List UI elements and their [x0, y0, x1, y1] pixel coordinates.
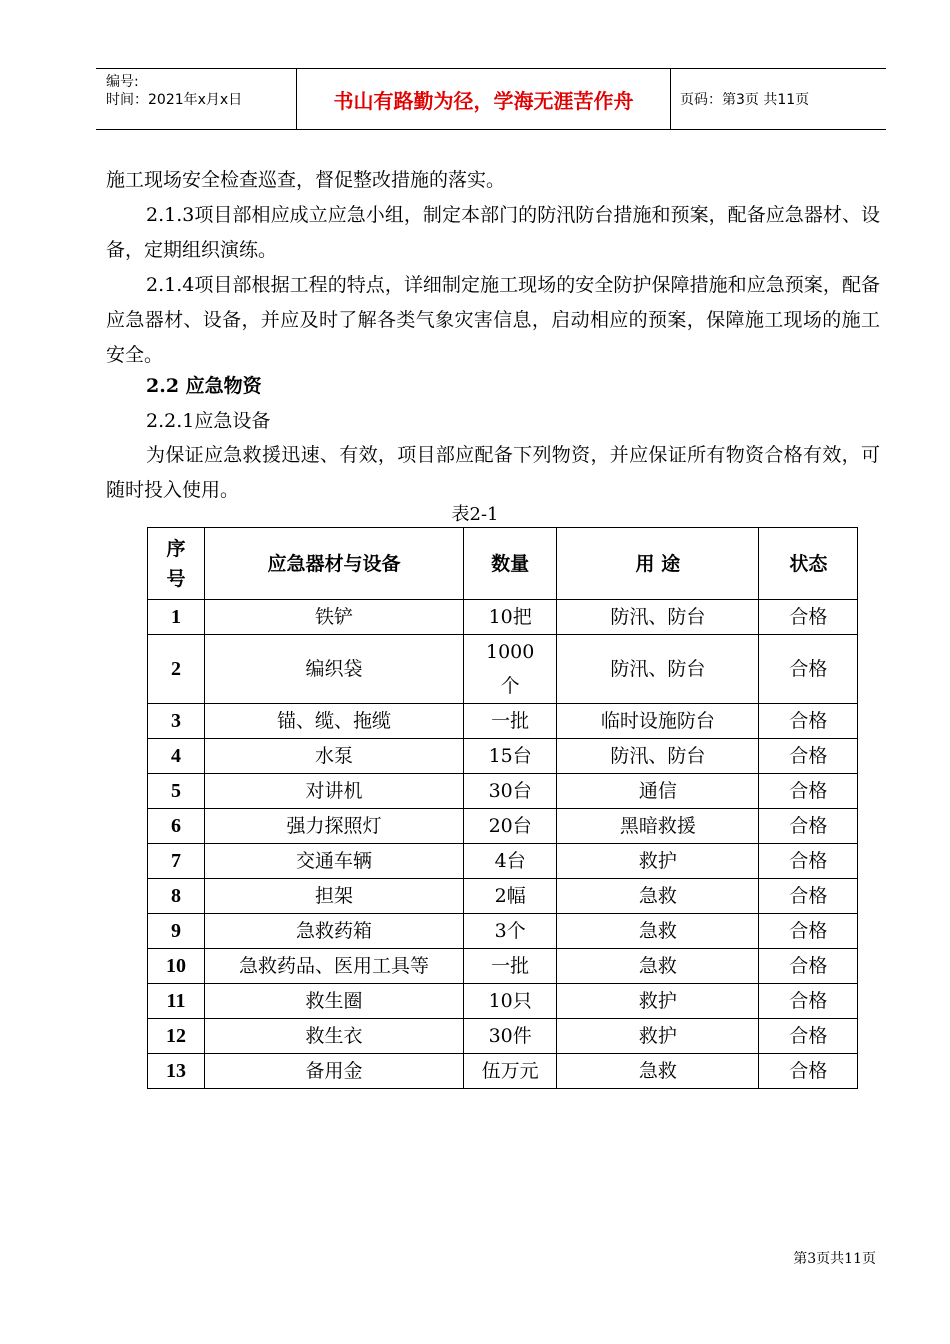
paragraph-1: 施工现场安全检查巡查，督促整改措施的落实。 — [106, 169, 506, 191]
item-use: 临时设施防台 — [557, 704, 759, 739]
page-header — [96, 68, 886, 130]
row-number: 1 — [148, 600, 205, 635]
paragraph-2-1-4: 2.1.4项目部根据工程的特点，详细制定施工现场的安全防护保障措施和应急预案，配备应急器材、设备，并应及时了解各类气象灾害信息，启动相应的预案，保障施工现场的施工安全。 — [106, 274, 880, 366]
item-name: 救生衣 — [205, 1019, 464, 1054]
table-header-row — [148, 528, 858, 600]
item-use: 通信 — [557, 774, 759, 809]
table-row — [148, 844, 858, 879]
row-number: 3 — [148, 704, 205, 739]
row-number: 6 — [148, 809, 205, 844]
row-number: 5 — [148, 774, 205, 809]
item-name: 救生圈 — [205, 984, 464, 1019]
item-quantity: 一批 — [464, 949, 557, 984]
item-use: 防汛、防台 — [557, 635, 759, 704]
item-status: 合格 — [759, 1019, 858, 1054]
item-name: 强力探照灯 — [205, 809, 464, 844]
item-use: 急救 — [557, 949, 759, 984]
item-quantity: 20台 — [464, 809, 557, 844]
item-use: 救护 — [557, 1019, 759, 1054]
row-number: 4 — [148, 739, 205, 774]
item-quantity: 2幅 — [464, 879, 557, 914]
item-use: 急救 — [557, 914, 759, 949]
item-status: 合格 — [759, 949, 858, 984]
item-name: 锚、缆、拖缆 — [205, 704, 464, 739]
table-row — [148, 879, 858, 914]
table-row — [148, 704, 858, 739]
item-quantity: 一批 — [464, 704, 557, 739]
item-name: 水泵 — [205, 739, 464, 774]
item-use: 急救 — [557, 1054, 759, 1089]
item-use: 救护 — [557, 984, 759, 1019]
row-number: 12 — [148, 1019, 205, 1054]
row-number: 2 — [148, 635, 205, 704]
item-status: 合格 — [759, 914, 858, 949]
item-status: 合格 — [759, 879, 858, 914]
table-row — [148, 809, 858, 844]
item-quantity: 伍万元 — [464, 1054, 557, 1089]
item-name: 担架 — [205, 879, 464, 914]
item-quantity: 10只 — [464, 984, 557, 1019]
row-number: 13 — [148, 1054, 205, 1089]
table-row — [148, 739, 858, 774]
paragraph-supplies: 为保证应急救援迅速、有效，项目部应配备下列物资，并应保证所有物资合格有效，可随时投入使用。 — [106, 444, 880, 501]
item-status: 合格 — [759, 844, 858, 879]
table-row — [148, 984, 858, 1019]
table-row — [148, 600, 858, 635]
subsection-heading-2-2-1: 2.2.1应急设备 — [146, 410, 271, 432]
row-number: 10 — [148, 949, 205, 984]
header-meta — [96, 69, 296, 129]
row-number: 9 — [148, 914, 205, 949]
item-quantity: 30台 — [464, 774, 557, 809]
row-number: 11 — [148, 984, 205, 1019]
header-motto: 书山有路勤为径，学海无涯苦作舟 — [296, 69, 671, 129]
supplies-table — [147, 527, 858, 1089]
item-quantity: 1000个 — [464, 635, 557, 704]
item-use: 防汛、防台 — [557, 600, 759, 635]
table-row — [148, 1019, 858, 1054]
header-cell: 状态 — [759, 528, 858, 600]
header-cell: 应急器材与设备 — [205, 528, 464, 600]
item-use: 防汛、防台 — [557, 739, 759, 774]
table-row — [148, 635, 858, 704]
item-status: 合格 — [759, 809, 858, 844]
table-row — [148, 949, 858, 984]
item-status: 合格 — [759, 600, 858, 635]
item-quantity: 30件 — [464, 1019, 557, 1054]
row-number: 8 — [148, 879, 205, 914]
item-name: 急救药品、医用工具等 — [205, 949, 464, 984]
item-name: 对讲机 — [205, 774, 464, 809]
table-row — [148, 1054, 858, 1089]
number-label: 编号: — [106, 74, 139, 90]
header-cell: 序号 — [148, 528, 205, 600]
item-status: 合格 — [759, 739, 858, 774]
item-quantity: 3个 — [464, 914, 557, 949]
header-cell: 数量 — [464, 528, 557, 600]
item-use: 黑暗救援 — [557, 809, 759, 844]
paragraph-2-1-3: 2.1.3项目部相应成立应急小组，制定本部门的防汛防台措施和预案，配备应急器材、设备，定期组织演练。 — [106, 204, 880, 261]
section-heading-2-2: 2.2 应急物资 — [146, 375, 262, 397]
item-status: 合格 — [759, 704, 858, 739]
page-footer: 第3页共11页 — [793, 1251, 876, 1267]
item-quantity: 4台 — [464, 844, 557, 879]
item-use: 急救 — [557, 879, 759, 914]
item-name: 铁铲 — [205, 600, 464, 635]
item-status: 合格 — [759, 984, 858, 1019]
table-caption: 表2-1 — [451, 504, 499, 525]
item-status: 合格 — [759, 635, 858, 704]
item-name: 交通车辆 — [205, 844, 464, 879]
item-status: 合格 — [759, 774, 858, 809]
row-number: 7 — [148, 844, 205, 879]
item-name: 编织袋 — [205, 635, 464, 704]
header-cell: 用 途 — [557, 528, 759, 600]
item-quantity: 10把 — [464, 600, 557, 635]
item-use: 救护 — [557, 844, 759, 879]
item-name: 急救药箱 — [205, 914, 464, 949]
item-quantity: 15台 — [464, 739, 557, 774]
item-name: 备用金 — [205, 1054, 464, 1089]
item-status: 合格 — [759, 1054, 858, 1089]
header-page-label: 页码：第3页 共11页 — [680, 92, 810, 108]
table-row — [148, 914, 858, 949]
table-row — [148, 774, 858, 809]
time-label: 时间：2021年x月x日 — [106, 92, 243, 108]
